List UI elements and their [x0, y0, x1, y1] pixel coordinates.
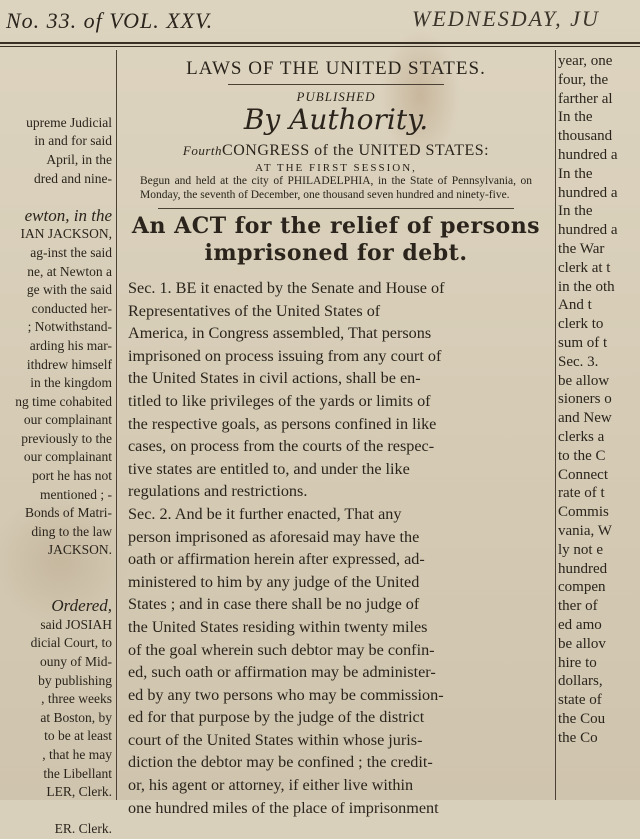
text-line: by publishing — [38, 672, 112, 688]
text-line: ed, such oath or affirmation may be administer- — [128, 663, 436, 682]
text-line: ER. Clerk. — [54, 821, 112, 837]
text-line: vania, W — [558, 522, 612, 539]
text-line: diction the debtor may be confined ; the credit- — [128, 753, 433, 772]
masthead-rule — [0, 42, 640, 44]
text-line: Sec. 2. And be it further enacted, That any — [128, 504, 402, 523]
text-line: in the oth — [558, 278, 615, 295]
text-line: titled to like privileges of the yards or limits of — [128, 391, 431, 410]
text-line: thousand — [558, 128, 613, 145]
text-line — [0, 95, 116, 114]
text-line: the War — [558, 240, 605, 257]
masthead-rule-thin — [0, 46, 640, 47]
text-line: ly not e — [558, 541, 603, 558]
text-line: to be at least — [44, 728, 112, 744]
text-line: April, in the — [46, 151, 112, 167]
text-line: state of — [558, 692, 602, 709]
text-line: oath or affirmation herein after expressed, ad- — [128, 550, 425, 569]
text-line — [0, 579, 116, 598]
text-line: ed for that purpose by the judge of the district — [128, 708, 425, 727]
text-line: the respective goals, as persons confined in like — [128, 414, 437, 433]
text-line: Connect — [558, 466, 608, 483]
text-line: dicial Court, to — [30, 635, 112, 651]
text-line: be allov — [558, 635, 606, 652]
text-line: States ; and in case there shall be no judge of — [128, 595, 420, 614]
text-line — [0, 802, 116, 821]
text-line: hire to — [558, 654, 597, 671]
text-line: ther of — [558, 598, 598, 615]
text-line: ding to the law — [31, 523, 112, 539]
text-line: ed by any two persons who may be commission- — [128, 685, 444, 704]
text-line: or, his agent or attorney, if either live within — [128, 776, 414, 795]
text-line: clerk to — [558, 316, 604, 333]
begun-paragraph: Begun and held at the city of PHILADELPHIA, in the State of Pennsylvania, on Monday, the seventh of December, one thousand seven hundred and ninety-five. — [140, 175, 532, 201]
text-line: be allow — [558, 372, 610, 389]
text-line — [0, 560, 116, 579]
text-line: Representatives of the United States of — [128, 301, 381, 320]
text-line: upreme Judicial — [26, 114, 112, 130]
text-line: port he has not — [32, 468, 112, 484]
text-line: Ordered, — [51, 596, 112, 616]
text-line: And t — [558, 297, 592, 314]
center-column — [118, 52, 554, 817]
text-line: ng time cohabited — [15, 393, 112, 409]
text-line: , that he may — [42, 746, 112, 762]
text-line: ed amo — [558, 616, 602, 633]
masthead — [0, 0, 640, 40]
text-line: person imprisoned as aforesaid may have the — [128, 527, 420, 546]
text-line: to the C — [558, 447, 606, 464]
issue-number: No. 33. of VOL. XXV. — [6, 8, 214, 33]
text-line: the Libellant — [43, 765, 112, 781]
text-line: the United States residing within twenty miles — [128, 617, 428, 636]
text-line: In the — [558, 203, 593, 220]
text-line: ; Notwithstand- — [27, 319, 112, 335]
by-authority-heading: By Authority. — [243, 103, 429, 136]
text-line: and New — [558, 410, 612, 427]
text-line: Bonds of Matri- — [25, 505, 112, 521]
text-line: dollars, — [558, 673, 603, 690]
text-line: arding his mar- — [29, 337, 112, 353]
text-line: conducted her- — [31, 300, 112, 316]
text-line: hundred a — [558, 184, 618, 201]
text-line: clerk at t — [558, 259, 611, 276]
column-divider-left — [116, 50, 117, 800]
right-column — [558, 52, 640, 800]
text-line: hundred a — [558, 146, 618, 163]
text-line: regulations and restrictions. — [128, 482, 308, 501]
laws-heading: LAWS OF THE UNITED STATES. — [186, 58, 486, 79]
text-line: mentioned ; - — [40, 486, 112, 502]
text-line: JACKSON. — [47, 542, 112, 558]
text-line: Sec. 1. BE it enacted by the Senate and House of — [128, 279, 445, 297]
text-line: the Co — [558, 729, 598, 746]
text-line: clerks a — [558, 428, 605, 445]
text-line: compen — [558, 579, 606, 596]
text-line: ithdrew himself — [26, 356, 112, 372]
text-line: court of the United States within whose juris- — [128, 730, 423, 749]
text-line: in and for said — [34, 133, 112, 149]
text-line: four, the — [558, 71, 609, 88]
text-line: America, in Congress assembled, That persons — [128, 324, 432, 343]
act-body — [118, 277, 554, 819]
text-line: year, one — [558, 53, 613, 69]
text-line: hundred a — [558, 222, 618, 239]
text-line: imprisoned on process issuing from any court of — [128, 346, 442, 365]
text-line: ewton, in the — [24, 205, 112, 225]
text-line: ministered to him by any judge of the United — [128, 572, 420, 591]
text-line: hundred — [558, 560, 608, 577]
text-line: dred and nine- — [34, 170, 112, 186]
text-line: IAN JACKSON, — [20, 226, 112, 242]
section-rule — [158, 208, 514, 209]
text-line — [0, 58, 116, 77]
text-line: ag-inst the said — [30, 244, 112, 260]
text-line: Sec. 3. — [558, 353, 599, 370]
congress-main: CONGRESS of the UNITED STATES: — [222, 142, 490, 159]
text-line: sioners o — [558, 391, 612, 408]
text-line: at Boston, by — [40, 709, 112, 725]
text-line: in the kingdom — [30, 375, 112, 391]
published-label: PUBLISHED — [296, 89, 376, 104]
text-line: the United States in civil actions, shall be en- — [128, 369, 421, 388]
congress-prefix: Fourth — [182, 143, 223, 158]
heading-rule — [228, 84, 444, 85]
session-label: AT THE FIRST SESSION, — [255, 162, 417, 174]
left-column — [0, 58, 116, 837]
text-line — [0, 77, 116, 96]
text-line: rate of t — [558, 485, 605, 502]
text-line: tive states are entitled to, and under the like — [128, 459, 410, 478]
text-line: one hundred miles of the place of imprisonment — [128, 798, 439, 817]
text-line: , three weeks — [41, 691, 112, 707]
text-line: LER, Clerk. — [46, 784, 112, 800]
text-line: of the goal wherein such debtor may be confin- — [128, 640, 435, 659]
act-title: An ACT for the relief of persons imprisoned for debt. — [131, 213, 541, 266]
text-line: cases, on process from the courts of the respec- — [128, 437, 435, 456]
text-line: sum of t — [558, 334, 608, 351]
text-line: In the — [558, 109, 593, 126]
text-line: ne, at Newton a — [27, 263, 112, 279]
text-line: ge with the said — [26, 282, 112, 298]
text-line: ouny of Mid- — [40, 654, 112, 669]
text-line — [0, 188, 116, 207]
congress-heading — [118, 142, 554, 160]
issue-date: WEDNESDAY, JU — [412, 6, 600, 31]
text-line: In the — [558, 165, 593, 182]
text-line: the Cou — [558, 710, 606, 727]
text-line: our complainant — [23, 412, 112, 428]
text-line: our complainant — [23, 449, 112, 465]
text-line: farther al — [558, 90, 613, 107]
text-line: previously to the — [21, 430, 112, 446]
text-line: said JOSIAH — [40, 616, 112, 632]
text-line: Commis — [558, 504, 609, 521]
column-divider-right — [555, 50, 556, 800]
